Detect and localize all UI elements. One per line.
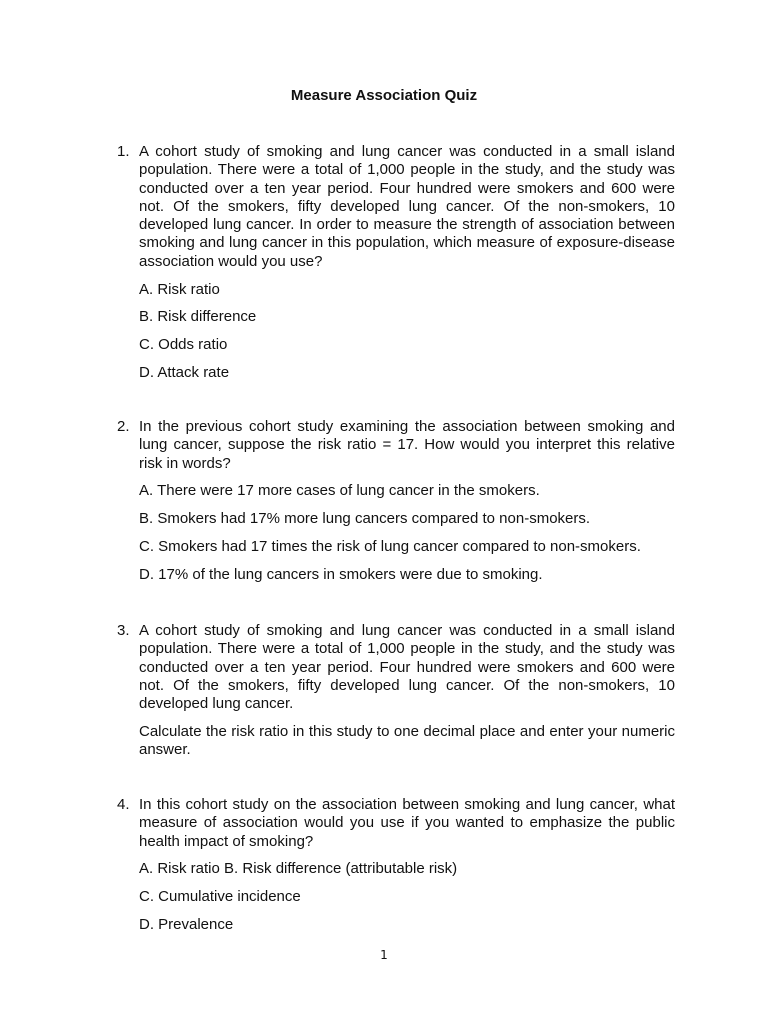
option-a: A. There were 17 more cases of lung cancer in the smokers. [139, 482, 540, 500]
option-c: C. Smokers had 17 times the risk of lung cancer compared to non-smokers. [139, 537, 641, 555]
option-a-b: A. Risk ratio B. Risk difference (attributable risk) [139, 860, 458, 878]
option-b: B. Risk difference [139, 308, 257, 326]
question-text: A cohort study of smoking and lung cancer was conducted in a small island population. There were a total of 1,000 people in the study, and the study was conducted over a ten year period. Four hundred were smokers and 600 were not. Of the smokers, fifty developed lung cancer. Of the non-smokers, 10 developed lung cancer. [139, 622, 675, 713]
option-d: D. Attack rate [139, 363, 230, 381]
option-c: C. Cumulative incidence [139, 888, 301, 906]
question-1 [117, 143, 675, 382]
question-text: In this cohort study on the association between smoking and lung cancer, what measure of association would you use if you wanted to emphasize the public health impact of smoking? [139, 796, 675, 850]
question-instruction: Calculate the risk ratio in this study to one decimal place and enter your numeric answer. [139, 722, 675, 759]
question-number: 1. [117, 143, 130, 160]
question-text: A cohort study of smoking and lung cancer was conducted in a small island population. There were a total of 1,000 people in the study, and the study was conducted over a ten year period. Four hundred were smokers and 600 were not. Of the smokers, fifty developed lung cancer. Of the non-smokers, 10 developed lung cancer. In order to measure the strength of association between smoking and lung cancer in this population, which measure of exposure-disease association would you use? [139, 143, 675, 270]
page-number: 1 [380, 948, 388, 962]
question-number: 3. [117, 622, 130, 639]
option-d: D. Prevalence [139, 915, 234, 933]
question-4 [117, 796, 675, 934]
option-c: C. Odds ratio [139, 336, 228, 354]
quiz-title: Measure Association Quiz [290, 87, 478, 104]
option-d: D. 17% of the lung cancers in smokers were due to smoking. [139, 565, 543, 583]
question-number: 2. [117, 418, 130, 435]
question-3 [117, 622, 675, 760]
option-a: A. Risk ratio [139, 280, 220, 298]
question-text: In the previous cohort study examining the association between smoking and lung cancer, suppose the risk ratio = 17. How would you interpret this relative risk in words? [139, 418, 675, 472]
question-number: 4. [117, 796, 130, 813]
option-b: B. Smokers had 17% more lung cancers compared to non-smokers. [139, 510, 591, 528]
question-2 [117, 418, 675, 584]
